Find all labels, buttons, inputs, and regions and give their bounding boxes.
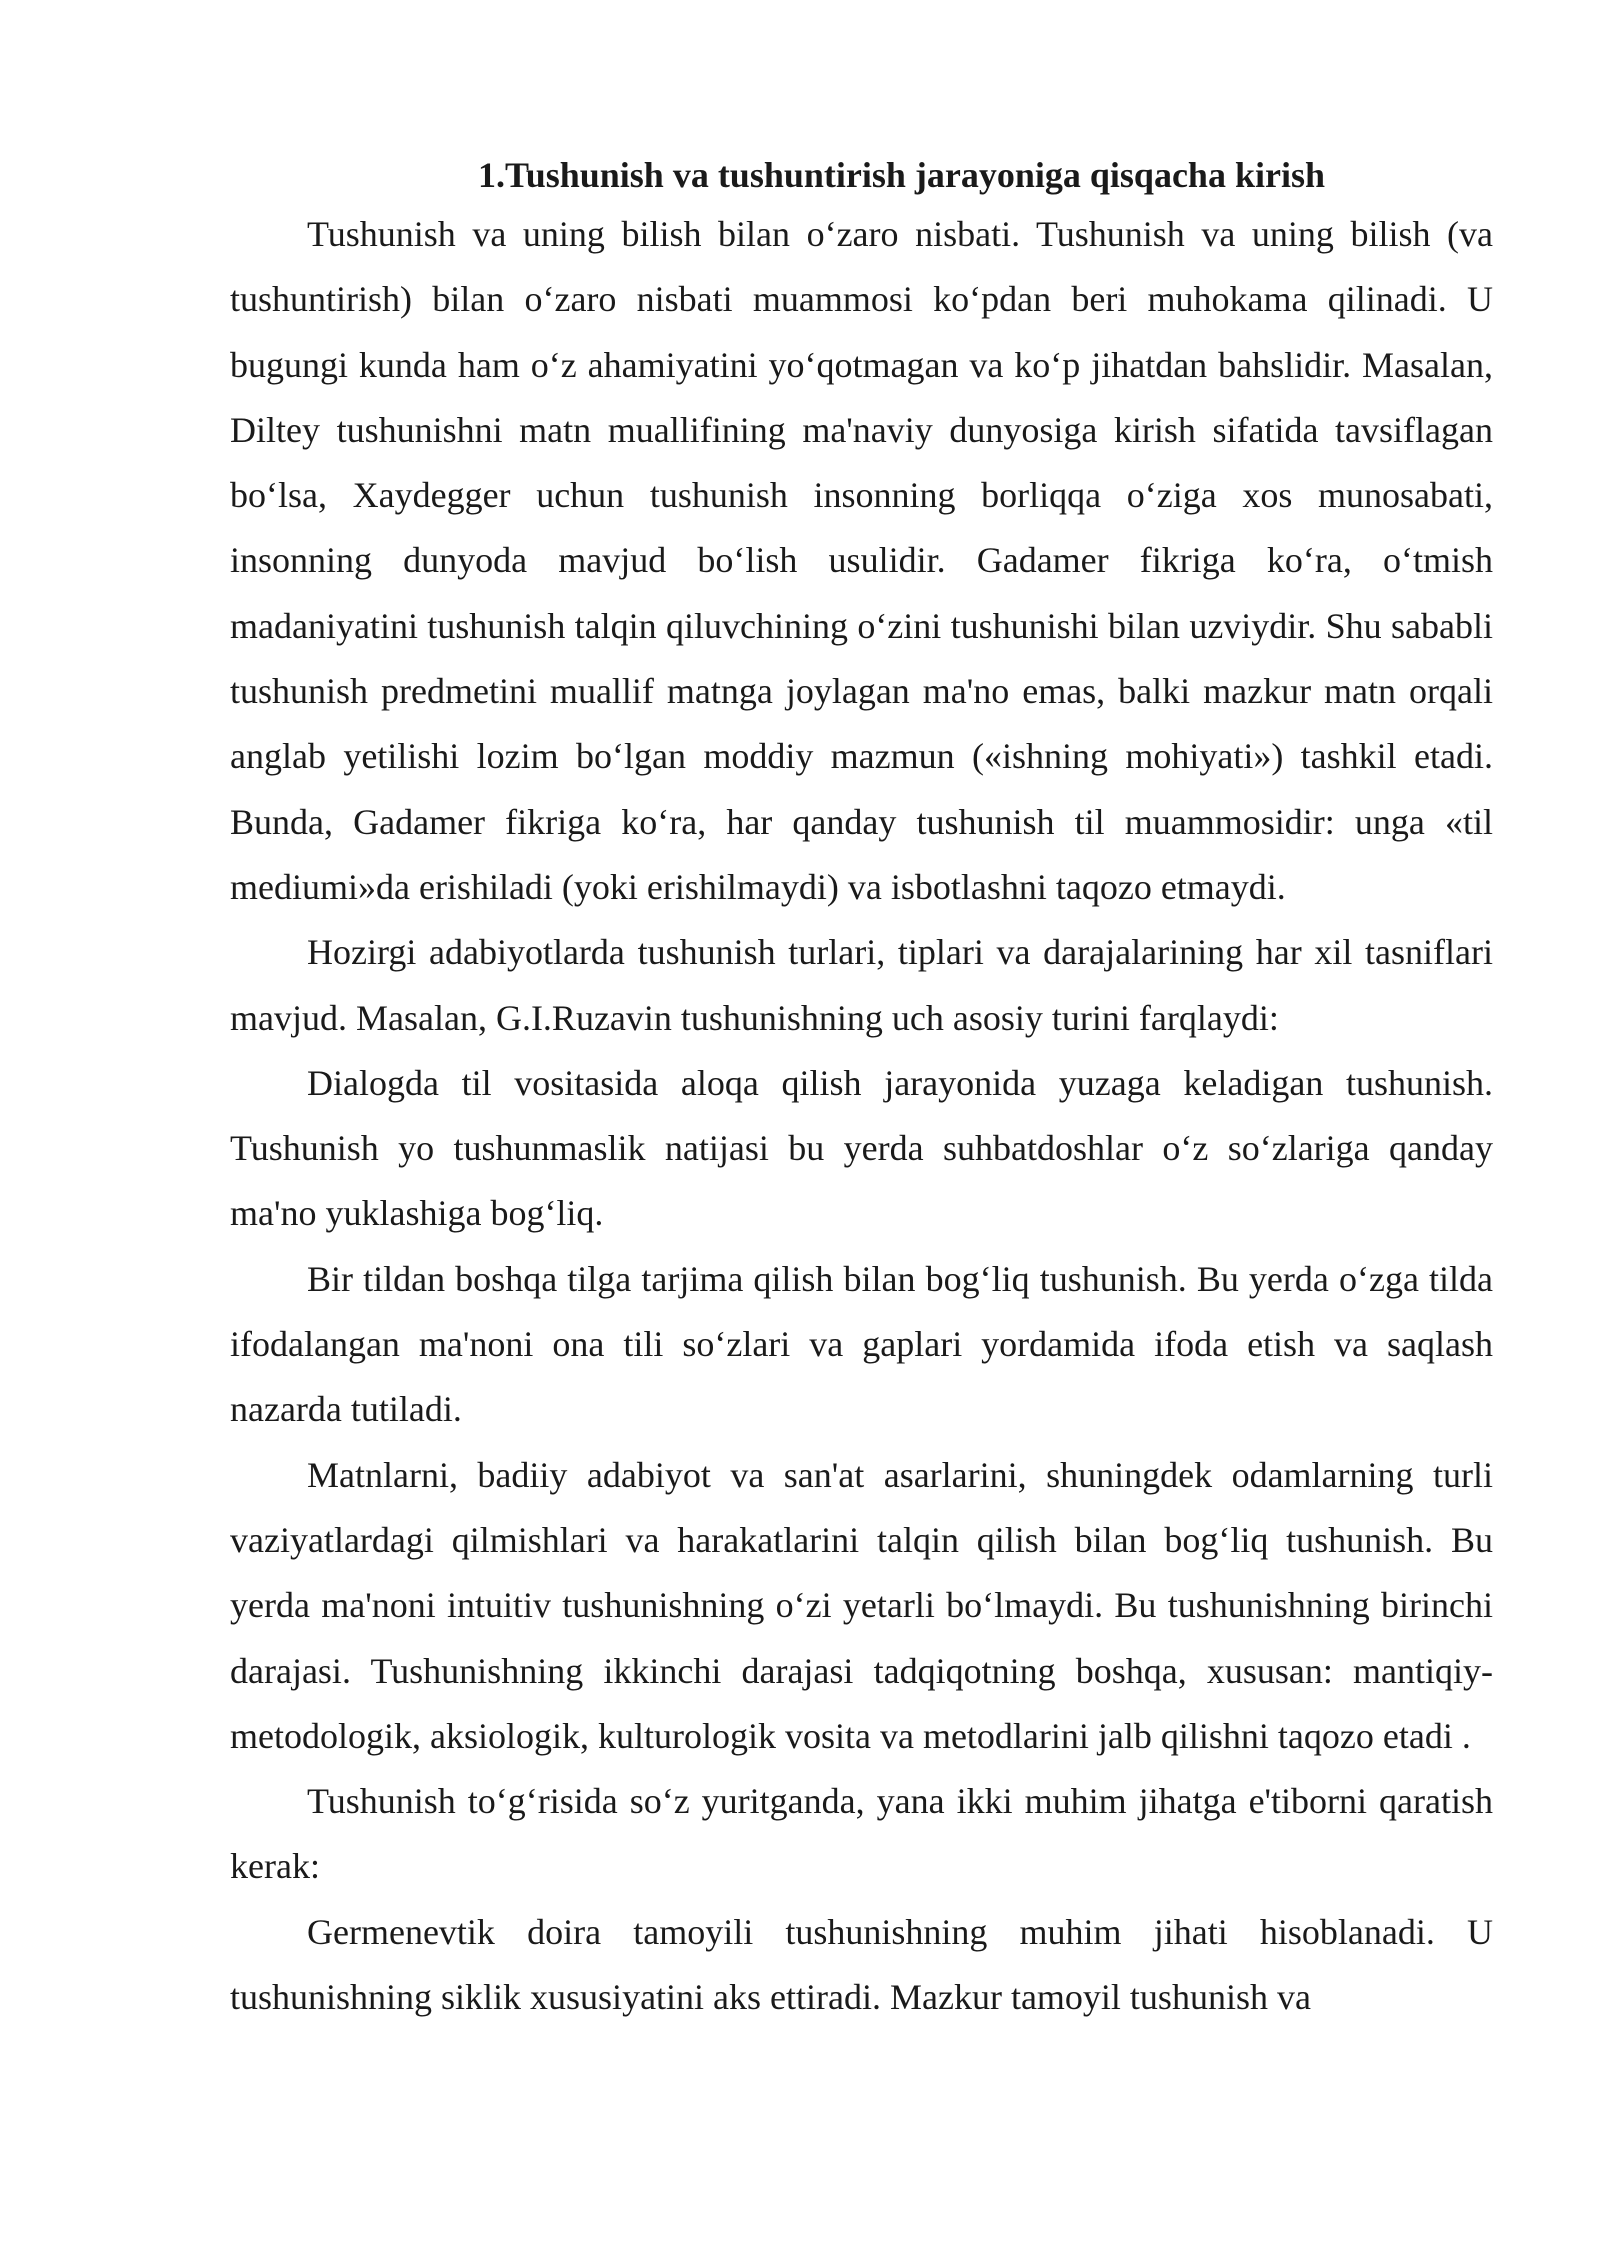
document-title: 1.Tushunish va tushuntirish jarayoniga qisqacha kirish — [477, 155, 1325, 195]
document-page — [230, 148, 1493, 2030]
paragraph-dialog-understanding: Dialogda til vositasida aloqa qilish jarayonida yuzaga keladigan tushunish. Tushunish yo tushunmaslik natijasi bu yerda suhbatdoshlar o‘z so‘zlariga qanday ma'no yuklashiga bog‘liq. — [230, 1062, 1493, 1234]
paragraph-two-aspects: Tushunish to‘g‘risida so‘z yuritganda, yana ikki muhim jihatga e'tiborni qaratish kerak: — [230, 1781, 1493, 1887]
paragraph-translation-understanding: Bir tildan boshqa tilga tarjima qilish bilan bog‘liq tushunish. Bu yerda o‘zga tilda ifodalangan ma'noni ona tili so‘zlari va gaplari yordamida ifoda etish va saqlash nazarda tutiladi. — [230, 1258, 1493, 1430]
paragraph-interpretation-understanding: Matnlarni, badiiy adabiyot va san'at asarlarini, shuningdek odamlarning turli vaziyatlardagi qilmishlari va harakatlarini talqin qilish bilan bog‘liq tushunish. Bu yerda ma'noni intuitiv tushunishning o‘zi yetarli bo‘lmaydi. Bu tushunishning birinchi darajasi. Tushunishning ikkinchi darajasi tadqiqotning boshqa, xususan: mantiqiy-metodologik, aksiologik, kulturologik vosita va metodlarini jalb qilishni taqozo etadi . — [230, 1454, 1493, 1756]
paragraph-classifications: Hozirgi adabiyotlarda tushunish turlari, tiplari va darajalarining har xil tasniflari mavjud. Masalan, G.I.Ruzavin tushunishning uch asosiy turini farqlaydi: — [230, 932, 1493, 1038]
paragraph-hermeneutic-circle: Germenevtik doira tamoyili tushunishning muhim jihati hisoblanadi. U tushunishning siklik xususiyatini aks ettiradi. Mazkur tamoyil tushunish va — [230, 1911, 1493, 2018]
paragraph-understanding-relation: Tushunish va uning bilish bilan o‘zaro nisbati. Tushunish va uning bilish (va tushuntirish) bilan o‘zaro nisbati muammosi ko‘pdan beri muhokama qilinadi. U bugungi kunda ham o‘z ahamiyatini yo‘qotmagan va ko‘p jihatdan bahslidir. Masalan, Diltey tushunishni matn muallifining ma'naviy dunyosiga kirish sifatida tavsiflagan bo‘lsa, Xaydegger uchun tushunish insonning borliqqa o‘ziga xos munosabati, insonning dunyoda mavjud bo‘lish usulidir. Gadamer fikriga ko‘ra, o‘tmish madaniyatini tushunish talqin qiluvchining o‘zini tushunishi bilan uzviydir. Shu sababli tushunish predmetini muallif matnga joylagan ma'no emas, balki mazkur matn orqali anglab yetilishi lozim bo‘lgan moddiy mazmun («ishning mohiyati») tashkil etadi. Bunda, Gadamer fikriga ko‘ra, har qanday tushunish til muammosidir: unga «til mediumi»da erishiladi (yoki erishilmaydi) va isbotlashni taqozo etmaydi. — [230, 214, 1493, 907]
